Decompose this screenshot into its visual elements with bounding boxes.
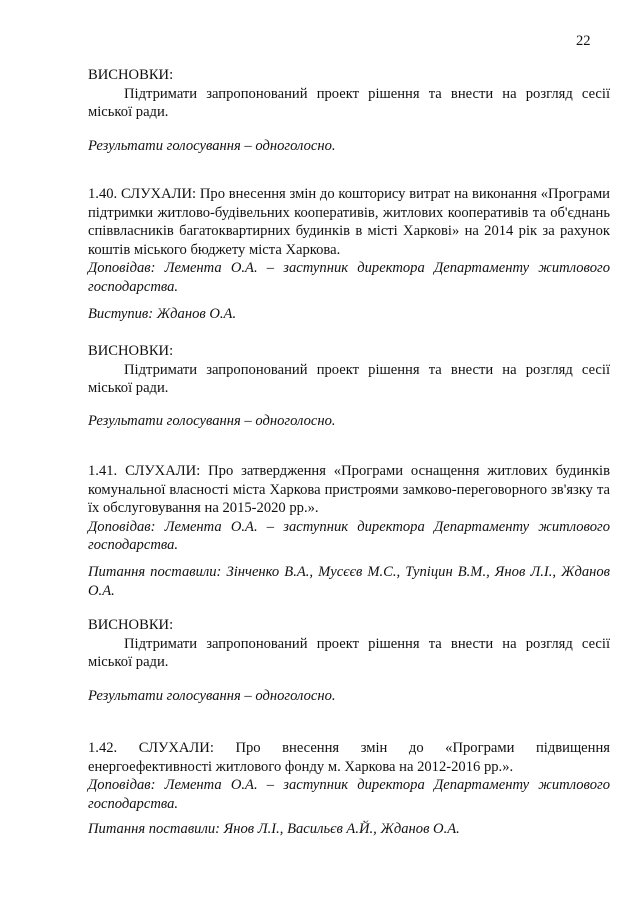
conclusions-heading: ВИСНОВКИ: xyxy=(88,67,174,83)
agenda-item-1-42 xyxy=(88,739,610,813)
conclusions-text: Підтримати запропонований проект рішення та внести на розгляд сесії міської ради. xyxy=(88,361,610,396)
conclusions-text: Підтримати запропонований проект рішення та внести на розгляд сесії міської ради. xyxy=(88,635,610,670)
conclusions-text: Підтримати запропонований проект рішення та внести на розгляд сесії міської ради. xyxy=(88,85,610,120)
conclusions-section xyxy=(88,66,610,122)
heard-label: 1.40. СЛУХАЛИ: xyxy=(88,186,197,202)
conclusions-heading: ВИСНОВКИ: xyxy=(88,343,174,359)
vote-result: Результати голосування – одноголосно. xyxy=(88,413,336,429)
speaker-line: Доповідав: Лемента О.А. – заступник директора Департаменту житлового господарства. xyxy=(88,260,610,295)
page-number: 22 xyxy=(576,33,591,49)
speaker-extra: Питання поставили: Зінченко В.А., Мусєєв М.С., Тупіцин В.М., Янов Л.І., Жданов О.А. xyxy=(88,564,610,599)
heard-text: Про внесення змін до «Програми підвищення енергоефективності житлового фонду м. Харкова на 2012-2016 рр.». xyxy=(88,740,610,775)
speaker-line: Доповідав: Лемента О.А. – заступник директора Департаменту житлового господарства. xyxy=(88,777,610,812)
agenda-item-1-41 xyxy=(88,462,610,555)
speaker-extra: Питання поставили: Янов Л.І., Васильєв А.Й., Жданов О.А. xyxy=(88,821,460,837)
heard-text: Про внесення змін до кошторису витрат на виконання «Програми підтримки житлово-будівельних кооперативів, житлових кооперативів та об'єднань співвласників багатоквартирних будинків в місті Харкові» на 2014 рік за рахунок коштів міського бюджету міста Харкова. xyxy=(88,186,610,258)
conclusions-section xyxy=(88,342,610,398)
heard-text: Про затвердження «Програми оснащення житлових будинків комунальної власності міста Харкова пристроями замково-переговорного зв'язку та їх обслуговування на 2015-2020 рр.». xyxy=(88,463,610,516)
conclusions-heading: ВИСНОВКИ: xyxy=(88,617,174,633)
speaker-line: Доповідав: Лемента О.А. – заступник директора Департаменту житлового господарства. xyxy=(88,518,610,553)
conclusions-section xyxy=(88,616,610,672)
heard-label: 1.42. СЛУХАЛИ: xyxy=(88,740,214,756)
vote-result: Результати голосування – одноголосно. xyxy=(88,688,336,704)
heard-label: 1.41. СЛУХАЛИ: xyxy=(88,463,201,479)
vote-result: Результати голосування – одноголосно. xyxy=(88,138,336,154)
speaker-extra: Виступив: Жданов О.А. xyxy=(88,306,237,322)
agenda-item-1-40 xyxy=(88,185,610,296)
